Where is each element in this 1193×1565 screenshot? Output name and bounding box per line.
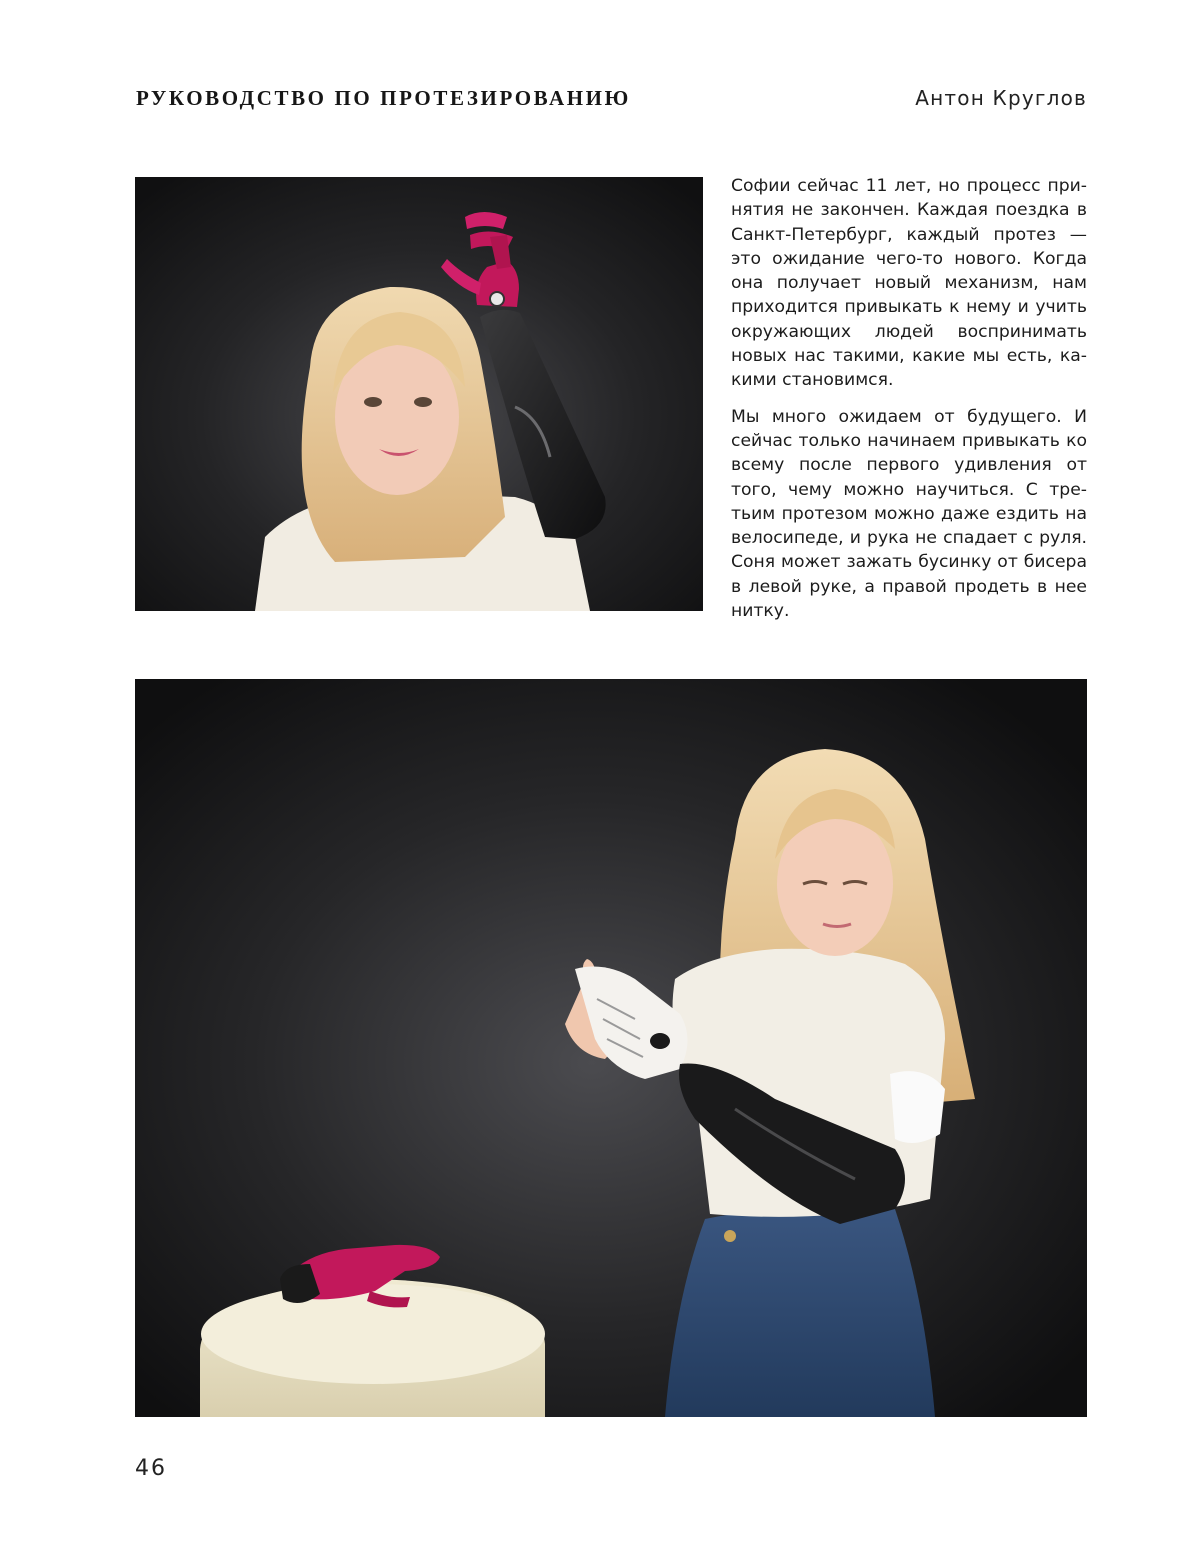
page-number: 46	[135, 1456, 167, 1481]
article-body	[731, 174, 1087, 635]
paragraph: Софии сейчас 11 лет, но процесс принятия не закончен. Каждая поездка в Санкт-Петербург, каждый протез — это ожидание чего-то нового. Когда она получает новый механизм, нам приходится привыкать к нему и учить окружающих людей воспринимать новых нас такими, какие мы есть, какими становимся.	[731, 176, 1087, 391]
photo-girl-raising-pink-prosthetic	[135, 177, 703, 611]
running-header-author: Антон Круглов	[915, 86, 1087, 110]
photo-girl-with-white-prosthetic	[135, 679, 1087, 1417]
photo-bottom-illustration	[135, 679, 1087, 1417]
photo-top-illustration	[135, 177, 703, 611]
paragraph: Мы много ожидаем от будущего. И сейчас только начинаем привыкать ко всему после первого удивления от того, чему можно научиться. С третьим протезом можно даже ездить на велосипеде, и рука не спадает с руля. Соня может зажать бусинку от бисера в левой руке, а правой продеть в нее нитку.	[731, 406, 1087, 622]
running-header-title: РУКОВОДСТВО ПО ПРОТЕЗИРОВАНИЮ	[136, 86, 631, 110]
